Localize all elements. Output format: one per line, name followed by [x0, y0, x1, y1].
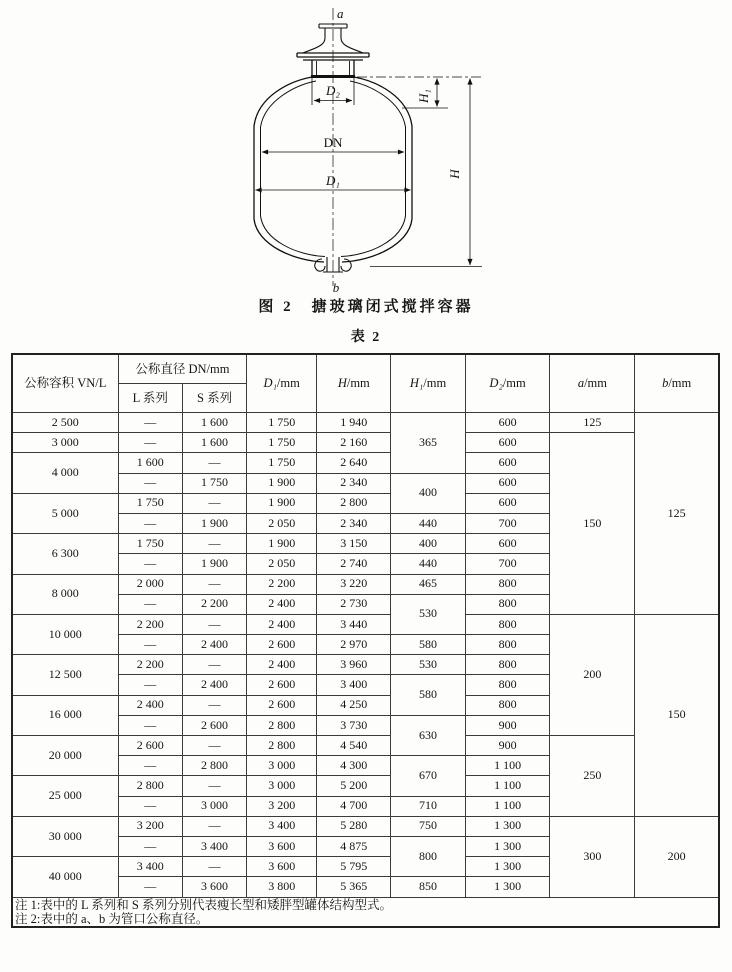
table-cell: 1 900: [247, 473, 317, 493]
col-header-h1: H₁/mm: [391, 354, 465, 413]
table-cell: 3 220: [317, 574, 391, 594]
table-cell: 5 795: [317, 857, 391, 877]
shell-inner-right: [350, 81, 406, 216]
table-cell: —: [118, 433, 182, 453]
table-cell: 2 800: [247, 736, 317, 756]
table-cell: 3 000: [12, 433, 118, 453]
table-cell: 1 100: [465, 776, 550, 796]
table-cell: 2 400: [247, 655, 317, 675]
table-cell: 3 600: [247, 836, 317, 856]
table-cell: 2 640: [317, 453, 391, 473]
table-cell: 2 600: [118, 736, 182, 756]
table-cell: 3 800: [247, 877, 317, 897]
table-note-2: 注 2:表中的 a、b 为管口公称直径。: [15, 911, 209, 926]
table-cell: 1 900: [182, 554, 246, 574]
table-cell: —: [182, 857, 246, 877]
table-cell: —: [118, 796, 182, 816]
table-cell: 600: [465, 433, 550, 453]
table-cell: 1 300: [465, 877, 550, 897]
table-cell: 700: [465, 513, 550, 533]
table-cell: 1 300: [465, 836, 550, 856]
table-cell: 1 600: [182, 433, 246, 453]
table-cell: —: [118, 675, 182, 695]
table-cell: 2 050: [247, 554, 317, 574]
table-cell: 5 000: [12, 493, 118, 533]
table-row: [12, 413, 719, 433]
table-cell: 4 300: [317, 756, 391, 776]
table-cell: 3 400: [247, 816, 317, 836]
table-cell: 670: [391, 756, 465, 796]
table-title: 表 2: [350, 330, 382, 345]
table-cell: —: [118, 756, 182, 776]
table-cell: 600: [465, 493, 550, 513]
table-cell: 2 160: [317, 433, 391, 453]
table-cell: 1 300: [465, 816, 550, 836]
col-header-a: a/mm: [550, 354, 635, 413]
table-cell: —: [182, 816, 246, 836]
table-cell: 200: [635, 816, 719, 897]
table-cell: 2 500: [12, 413, 118, 433]
table-cell: 1 750: [247, 413, 317, 433]
table-cell: 400: [391, 534, 465, 554]
table-cell: 10 000: [12, 614, 118, 654]
table-cell: 5 280: [317, 816, 391, 836]
col-header-d1: D₁/mm: [247, 354, 317, 413]
table-cell: 8 000: [12, 574, 118, 614]
table-cell: 3 440: [317, 614, 391, 634]
table-cell: 1 900: [247, 493, 317, 513]
table-cell: 2 800: [247, 715, 317, 735]
table-cell: —: [182, 655, 246, 675]
table-cell: 250: [550, 736, 635, 817]
table-cell: 2 400: [182, 635, 246, 655]
table-cell: 150: [635, 614, 719, 816]
table-cell: 2 200: [118, 614, 182, 634]
table-cell: 5 200: [317, 776, 391, 796]
col-header-s-series: S 系列: [182, 384, 246, 413]
table-cell: 125: [550, 413, 635, 433]
table-cell: 25 000: [12, 776, 118, 816]
table-cell: 800: [465, 675, 550, 695]
table-cell: —: [118, 715, 182, 735]
table-cell: 3 000: [247, 756, 317, 776]
table-cell: 580: [391, 635, 465, 655]
spec-table: [11, 353, 720, 928]
vessel-diagram: [146, 4, 586, 296]
label-b: b: [332, 280, 340, 295]
table-cell: 4 000: [12, 453, 118, 493]
table-cell: 800: [465, 695, 550, 715]
table-cell: 2 340: [317, 513, 391, 533]
table-cell: 1 600: [182, 413, 246, 433]
table-cell: 800: [391, 836, 465, 876]
table-cell: 3 400: [182, 836, 246, 856]
table-cell: 710: [391, 796, 465, 816]
table-cell: 800: [465, 574, 550, 594]
table-cell: 4 700: [317, 796, 391, 816]
table-cell: 365: [391, 413, 465, 474]
table-cell: 3 400: [317, 675, 391, 695]
table-row: [12, 433, 719, 453]
col-header-l-series: L 系列: [118, 384, 182, 413]
table-cell: 2 600: [247, 695, 317, 715]
table-row: [12, 614, 719, 634]
table-cell: 800: [465, 635, 550, 655]
table-cell: 3 000: [182, 796, 246, 816]
table-cell: 2 200: [247, 574, 317, 594]
table-cell: 600: [465, 413, 550, 433]
shell-inner-left: [261, 81, 317, 216]
table-cell: —: [182, 493, 246, 513]
table-cell: 2 340: [317, 473, 391, 493]
table-cell: 2 740: [317, 554, 391, 574]
table-cell: 1 600: [118, 453, 182, 473]
table-cell: —: [182, 574, 246, 594]
table-cell: 2 730: [317, 594, 391, 614]
table-cell: 1 900: [182, 513, 246, 533]
label-h: H: [447, 169, 462, 179]
table-cell: —: [182, 534, 246, 554]
table-cell: 700: [465, 554, 550, 574]
table-cell: 3 000: [247, 776, 317, 796]
col-header-d2: D₂/mm: [465, 354, 550, 413]
table-cell: —: [118, 836, 182, 856]
table-cell: 4 250: [317, 695, 391, 715]
table-cell: 1 100: [465, 796, 550, 816]
table-cell: 2 000: [118, 574, 182, 594]
table-cell: 465: [391, 574, 465, 594]
label-h1: H₁: [416, 89, 431, 103]
shell-outer-left: [254, 77, 312, 219]
label-dn: DN: [323, 135, 343, 150]
table-cell: 1 750: [182, 473, 246, 493]
table-cell: 150: [550, 433, 635, 615]
table-cell: 530: [391, 594, 465, 634]
table-cell: 2 600: [182, 715, 246, 735]
bottom-dish-inner-left: [261, 216, 326, 257]
table-cell: 5 365: [317, 877, 391, 897]
dim-h: [370, 79, 482, 267]
table-cell: —: [118, 594, 182, 614]
table-cell: 900: [465, 715, 550, 735]
table-cell: 400: [391, 473, 465, 513]
table-cell: 2 400: [247, 614, 317, 634]
table-cell: 800: [465, 655, 550, 675]
table-cell: 2 200: [182, 594, 246, 614]
shell-outer-right: [354, 77, 412, 219]
table-cell: 1 100: [465, 756, 550, 776]
table-cell: 1 750: [247, 433, 317, 453]
table-cell: —: [182, 453, 246, 473]
table-cell: 3 600: [247, 857, 317, 877]
table-cell: 125: [635, 413, 719, 615]
table-cell: 2 400: [247, 594, 317, 614]
table-cell: 600: [465, 453, 550, 473]
table-cell: 1 750: [118, 534, 182, 554]
table-note-1: 注 1:表中的 L 系列和 S 系列分别代表瘦长型和矮胖型罐体结构型式。: [15, 897, 392, 912]
table-cell: 2 800: [182, 756, 246, 776]
table-cell: 750: [391, 816, 465, 836]
table-cell: —: [182, 695, 246, 715]
table-cell: —: [118, 473, 182, 493]
table-cell: 600: [465, 534, 550, 554]
table-cell: 1 750: [118, 493, 182, 513]
label-d2: D₂: [326, 83, 340, 98]
table-cell: 1 750: [247, 453, 317, 473]
table-cell: 2 600: [247, 675, 317, 695]
table-cell: 2 800: [118, 776, 182, 796]
table-cell: 300: [550, 816, 635, 897]
table-cell: 3 730: [317, 715, 391, 735]
table-cell: 16 000: [12, 695, 118, 735]
table-cell: 600: [465, 473, 550, 493]
table-cell: —: [118, 635, 182, 655]
table-cell: —: [182, 776, 246, 796]
label-d1: D₁: [326, 173, 340, 188]
table-cell: 2 600: [247, 635, 317, 655]
table-cell: 900: [465, 736, 550, 756]
col-header-dn-group: 公称直径 DN/mm: [118, 354, 247, 384]
table-cell: 12 500: [12, 655, 118, 695]
table-notes: [12, 897, 719, 927]
table-cell: —: [118, 554, 182, 574]
table-cell: 800: [465, 614, 550, 634]
spec-table-body: [12, 413, 719, 898]
table-cell: 2 050: [247, 513, 317, 533]
table-row: [12, 736, 719, 756]
table-cell: 630: [391, 715, 465, 755]
table-cell: 800: [465, 594, 550, 614]
table-cell: 440: [391, 513, 465, 533]
label-a: a: [337, 6, 344, 21]
table-cell: 3 200: [118, 816, 182, 836]
table-cell: —: [118, 877, 182, 897]
table-cell: —: [118, 513, 182, 533]
table-cell: 850: [391, 877, 465, 897]
bottom-dish-inner-right: [341, 216, 406, 257]
table-cell: 2 400: [118, 695, 182, 715]
table-cell: 30 000: [12, 816, 118, 856]
table-cell: 4 540: [317, 736, 391, 756]
figure-caption: 图 2 搪玻璃闭式搅拌容器: [258, 299, 474, 315]
table-cell: 2 970: [317, 635, 391, 655]
table-cell: 6 300: [12, 534, 118, 574]
table-cell: —: [118, 413, 182, 433]
col-header-volume: 公称容积 VN/L: [12, 354, 118, 413]
table-cell: 20 000: [12, 736, 118, 776]
table-cell: 1 900: [247, 534, 317, 554]
table-cell: 530: [391, 655, 465, 675]
table-cell: 3 960: [317, 655, 391, 675]
table-cell: 2 800: [317, 493, 391, 513]
col-header-b: b/mm: [635, 354, 719, 413]
table-cell: 200: [550, 614, 635, 735]
table-cell: 3 150: [317, 534, 391, 554]
table-cell: 4 875: [317, 836, 391, 856]
table-cell: 2 200: [118, 655, 182, 675]
table-cell: 440: [391, 554, 465, 574]
table-cell: 2 400: [182, 675, 246, 695]
table-cell: 3 400: [118, 857, 182, 877]
vessel-figure: [146, 4, 586, 296]
table-cell: —: [182, 736, 246, 756]
table-cell: 3 200: [247, 796, 317, 816]
table-cell: 40 000: [12, 857, 118, 897]
table-row: [12, 816, 719, 836]
table-cell: 1 300: [465, 857, 550, 877]
col-header-h: H/mm: [317, 354, 391, 413]
table-cell: 3 600: [182, 877, 246, 897]
table-cell: 1 940: [317, 413, 391, 433]
table-cell: 580: [391, 675, 465, 715]
table-cell: —: [182, 614, 246, 634]
